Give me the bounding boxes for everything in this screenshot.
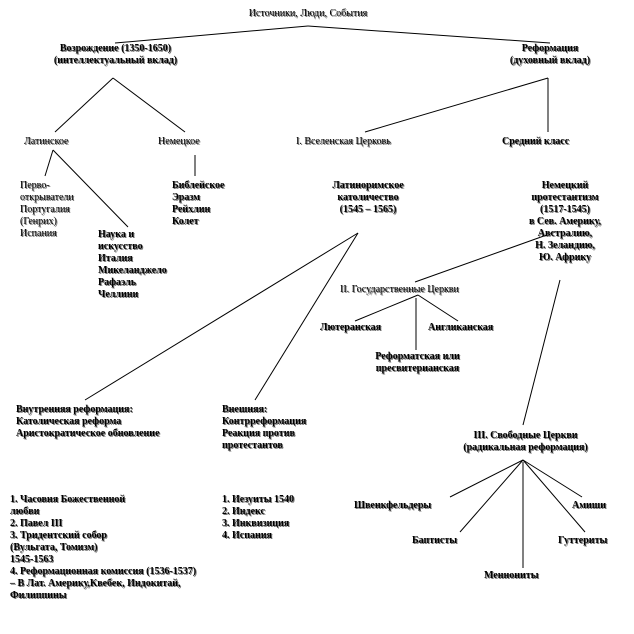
edge-free-amish (523, 460, 582, 497)
latin-catholic-line: Латиноримское (332, 180, 404, 191)
german-protestantism-line: Немецкий (541, 180, 589, 191)
external-line: протестантов (222, 440, 283, 451)
science-line: искусство (98, 241, 143, 252)
root-node: Источники, Люди, События (248, 8, 368, 19)
science-line: Челлини (98, 289, 139, 300)
external-list-line: 1. Иезуиты 1540 (222, 494, 295, 505)
lutheran-node: Лютеранская (320, 322, 382, 333)
mennonites-node: Меннониты (484, 570, 539, 581)
external-list-line: 4. Испания (222, 530, 272, 541)
external-list-line: 2. Индекс (222, 506, 265, 517)
discoverers-line: Португалия (20, 204, 70, 215)
free-churches-node (438, 430, 613, 454)
internal-list-line: 3. Тридентский собор (10, 530, 107, 541)
free-churches-line: (радикальная реформация) (463, 442, 588, 453)
renaissance-title: Возрождение (1350-1650) (59, 43, 172, 54)
discoverers-node (20, 180, 74, 240)
edge-root-reformation (308, 26, 550, 43)
biblical-line: Эразм (172, 192, 201, 203)
german-protestantism-line: (1517-1545) (540, 204, 590, 215)
edge-state-anglican (418, 295, 458, 321)
reformation-node (490, 43, 610, 67)
reformed-line: Реформатская или (375, 351, 460, 362)
internal-list (10, 494, 196, 602)
german-protestantism-node (510, 180, 620, 264)
german-protestantism-line: в Сев. Америку, (529, 216, 601, 227)
internal-list-line: (Вульгата, Томизм) (10, 542, 98, 553)
edge-free-hutterites (523, 460, 585, 532)
science-line: Наука и (98, 229, 135, 240)
biblical-line: Колет (172, 216, 199, 227)
science-line: Италия (98, 253, 133, 264)
external-list-line: 3. Инквизиция (222, 518, 290, 529)
reformation-title: Реформация (521, 43, 579, 54)
german-protestantism-line: протестантизм (531, 192, 599, 203)
edge-renaissance-german (113, 78, 185, 132)
internal-list-line: любви (10, 506, 40, 517)
edge-protestant-free (523, 280, 560, 425)
external-list (222, 494, 294, 542)
external-line: Контрреформация (222, 416, 307, 427)
discoverers-line: Испания (20, 228, 57, 239)
internal-line: Внутренняя реформация: (16, 404, 133, 415)
internal-list-line: 2. Павел III (10, 518, 63, 529)
internal-list-line: Филиппины (10, 590, 67, 601)
german-node: Немецкое (158, 136, 200, 147)
science-line: Рафаэль (98, 277, 137, 288)
edge-root-renaissance (115, 26, 308, 43)
edge-free-baptists (460, 460, 523, 532)
state-churches-node: II. Государственные Церкви (340, 284, 459, 295)
church1-node: I. Вселенская Церковь (296, 136, 391, 147)
edge-renaissance-latin (55, 78, 113, 132)
latin-catholic-line: католичество (337, 192, 399, 203)
biblical-line: Библейское (172, 180, 225, 191)
internal-list-line: 1. Часовня Божественной (10, 494, 126, 505)
discoverers-line: Перво- (20, 180, 50, 191)
german-protestantism-line: Австралию, (537, 228, 593, 239)
amish-node: Амиши (572, 500, 606, 511)
german-protestantism-line: Ю. Африку (539, 252, 591, 263)
external-line: Реакция против (222, 428, 295, 439)
biblical-line: Рейхлин (172, 204, 211, 215)
free-churches-line: III. Свободные Церкви (473, 430, 578, 441)
latin-node: Латинское (24, 136, 69, 147)
edge-latin-discoverers (45, 150, 53, 176)
internal-line: Католическая реформа (16, 416, 122, 427)
german-protestantism-line: Н. Зеландию, (535, 240, 595, 251)
schwenkfelders-node: Швенкфельдеры (354, 500, 432, 511)
anglican-node: Англиканская (428, 322, 494, 333)
internal-reformation-node (16, 404, 160, 440)
science-node (98, 229, 167, 301)
reformation-subtitle: (духовный вклад) (509, 55, 591, 66)
hutterites-node: Гуттериты (558, 535, 608, 546)
science-line: Микеланджело (98, 265, 167, 276)
edge-free-schwenkfelders (450, 460, 523, 497)
latin-catholic-line: (1545 – 1565) (339, 204, 397, 215)
renaissance-subtitle: (интеллектуальный вклад) (53, 55, 178, 66)
internal-list-line: – В Лат. Америку,Квебек, Индокитай, (10, 578, 181, 589)
internal-list-line: 4. Реформационная комиссия (1536-1537) (10, 566, 197, 577)
internal-line: Аристократическое обновление (16, 428, 160, 439)
edge-reformation-church1 (365, 78, 548, 132)
latin-catholic-node (318, 180, 418, 216)
discoverers-line: (Генрих) (20, 216, 57, 227)
biblical-node (172, 180, 224, 228)
discoverers-line: открыватели (20, 192, 74, 203)
external-line: Внешняя: (222, 404, 268, 415)
baptists-node: Баптисты (412, 535, 458, 546)
edge-catholic-external (255, 233, 358, 400)
renaissance-node (28, 43, 203, 67)
internal-list-line: 1545-1563 (10, 554, 54, 565)
reformed-line: пресвитерианская (375, 363, 460, 374)
external-reformation-node (222, 404, 306, 452)
reformed-node (355, 351, 480, 375)
edge-state-lutheran (355, 295, 418, 321)
middle-class-node: Средний класс (502, 136, 570, 147)
